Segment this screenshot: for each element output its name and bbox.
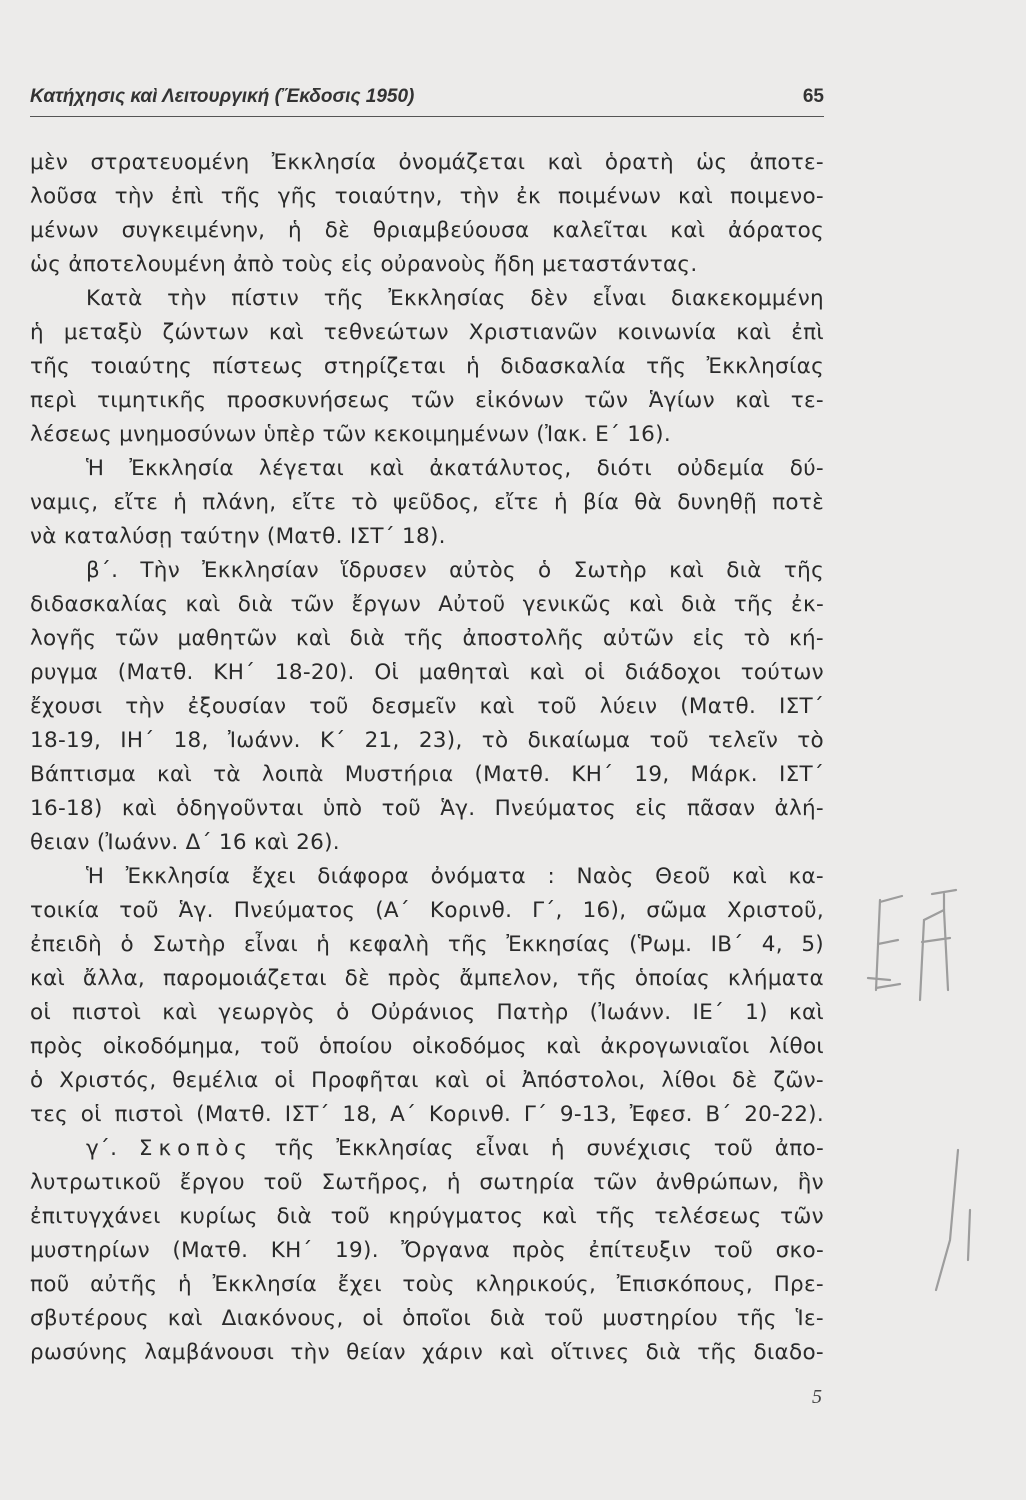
header-rule: [30, 116, 824, 117]
text-line: [30, 1132, 824, 1166]
text-line: τῆς τοιαύτης πίστεως στηρίζεται ἡ διδασκαλία τῆς Ἐκκλησίας: [30, 354, 824, 379]
text-line: ποῦ αὐτῆς ἡ Ἐκκλησία ἔχει τοὺς κληρικούς, Ἐπισκόπους, Πρε-: [30, 1272, 824, 1297]
running-header: [30, 86, 824, 108]
text-line: μὲν στρατευομένη Ἐκκλησία ὀνομάζεται καὶ ὁρατὴ ὡς ἀποτε-: [30, 150, 824, 175]
text-line: οἱ πιστοὶ καὶ γεωργὸς ὁ Οὐράνιος Πατὴρ (Ἰωάνν. ΙΕ΄ 1) καὶ: [30, 1000, 824, 1025]
text-line: Ἡ Ἐκκλησία ἔχει διάφορα ὀνόματα : Ναὸς Θεοῦ καὶ κα-: [86, 864, 824, 889]
text-line: μυστηρίων (Ματθ. ΚΗ΄ 19). Ὄργανα πρὸς ἐπίτευξιν τοῦ σκο-: [30, 1238, 824, 1263]
spaced-keyword: Σκοπὸς: [138, 1136, 253, 1161]
page-number: 65: [802, 86, 824, 107]
section-number: γ΄.: [86, 1136, 139, 1161]
text-line: Κατὰ τὴν πίστιν τῆς Ἐκκλησίας δὲν εἶναι διακεκομμένη: [86, 286, 824, 311]
line-remainder: τῆς Ἐκκλησίας εἶναι ἡ συνέχισις τοῦ ἀπο-: [253, 1136, 824, 1161]
text-line: λυτρωτικοῦ ἔργου τοῦ Σωτῆρος, ἡ σωτηρία τῶν ἀνθρώπων, ἣν: [30, 1170, 824, 1195]
handwritten-pencil-mark-icon: [840, 880, 1020, 1300]
text-line: β΄. Τὴν Ἐκκλησίαν ἵδρυσεν αὐτὸς ὁ Σωτὴρ καὶ διὰ τῆς: [86, 558, 824, 583]
text-line: λογῆς τῶν μαθητῶν καὶ διὰ τῆς ἀποστολῆς αὐτῶν εἰς τὸ κή-: [30, 626, 824, 651]
text-line: καὶ ἄλλα, παρομοιάζεται δὲ πρὸς ἄμπελον, τῆς ὁποίας κλήματα: [30, 966, 824, 991]
text-line: διδασκαλίας καὶ διὰ τῶν ἔργων Αὐτοῦ γενικῶς καὶ διὰ τῆς ἐκ-: [30, 592, 824, 617]
text-line: ἐπιτυγχάνει κυρίως διὰ τοῦ κηρύγματος καὶ τῆς τελέσεως τῶν: [30, 1204, 824, 1229]
text-line: ἔχουσι τὴν ἐξουσίαν τοῦ δεσμεῖν καὶ τοῦ λύειν (Ματθ. ΙΣΤ΄: [30, 694, 824, 719]
signature-mark: 5: [812, 1386, 822, 1408]
text-line: Ἡ Ἐκκλησία λέγεται καὶ ἀκατάλυτος, διότι οὐδεμία δύ-: [86, 456, 824, 481]
text-line: ἡ μεταξὺ ζώντων καὶ τεθνεώτων Χριστιανῶν κοινωνία καὶ ἐπὶ: [30, 320, 824, 345]
text-line: 16-18) καὶ ὁδηγοῦνται ὑπὸ τοῦ Ἁγ. Πνεύματος εἰς πᾶσαν ἀλή-: [30, 796, 824, 821]
text-line: ναμις, εἴτε ἡ πλάνη, εἴτε τὸ ψεῦδος, εἴτε ἡ βία θὰ δυνηθῇ ποτὲ: [30, 490, 824, 515]
body-text: [30, 146, 824, 1370]
text-line: νὰ καταλύσῃ ταύτην (Ματθ. ΙΣΤ΄ 18).: [30, 524, 446, 549]
text-line: τοικία τοῦ Ἁγ. Πνεύματος (Α΄ Κορινθ. Γ΄, 16), σῶμα Χριστοῦ,: [30, 898, 824, 923]
text-line: περὶ τιμητικῆς προσκυνήσεως τῶν εἰκόνων τῶν Ἁγίων καὶ τε-: [30, 388, 824, 413]
text-line: λέσεως μνημοσύνων ὑπὲρ τῶν κεκοιμημένων (Ἰακ. Ε΄ 16).: [30, 422, 671, 447]
text-line: λοῦσα τὴν ἐπὶ τῆς γῆς τοιαύτην, τὴν ἐκ ποιμένων καὶ ποιμενο-: [30, 184, 824, 209]
text-line: ρωσύνης λαμβάνουσι τὴν θείαν χάριν καὶ οἵτινες διὰ τῆς διαδο-: [30, 1340, 824, 1365]
text-line: τες οἱ πιστοὶ (Ματθ. ΙΣΤ΄ 18, Α΄ Κορινθ. Γ΄ 9-13, Ἐφεσ. Β΄ 20-22).: [30, 1102, 824, 1127]
text-line: πρὸς οἰκοδόμημα, τοῦ ὁποίου οἰκοδόμος καὶ ἀκρογωνιαῖοι λίθοι: [30, 1034, 824, 1059]
text-line: ὡς ἀποτελουμένη ἀπὸ τοὺς εἰς οὐρανοὺς ἤδη μεταστάντας.: [30, 252, 698, 277]
text-line: μένων συγκειμένην, ἡ δὲ θριαμβεύουσα καλεῖται καὶ ἀόρατος: [30, 218, 824, 243]
text-line: ρυγμα (Ματθ. ΚΗ΄ 18-20). Οἱ μαθηταὶ καὶ οἱ διάδοχοι τούτων: [30, 660, 824, 685]
text-line: θειαν (Ἰωάνν. Δ΄ 16 καὶ 26).: [30, 830, 340, 855]
running-title: Κατήχησις καὶ Λειτουργική (Ἔκδοσις 1950): [30, 86, 415, 107]
text-line: σβυτέρους καὶ Διακόνους, οἱ ὁποῖοι διὰ τοῦ μυστηρίου τῆς Ἱε-: [30, 1306, 824, 1331]
text-line: ὁ Χριστός, θεμέλια οἱ Προφῆται καὶ οἱ Ἀπόστολοι, λίθοι δὲ ζῶν-: [30, 1068, 824, 1093]
text-line: ἐπειδὴ ὁ Σωτὴρ εἶναι ἡ κεφαλὴ τῆς Ἐκκησίας (Ῥωμ. ΙΒ΄ 4, 5): [30, 932, 824, 957]
text-line: 18-19, ΙΗ΄ 18, Ἰωάνν. Κ΄ 21, 23), τὸ δικαίωμα τοῦ τελεῖν τὸ: [30, 728, 824, 753]
text-line: Βάπτισμα καὶ τὰ λοιπὰ Μυστήρια (Ματθ. ΚΗ΄ 19, Μάρκ. ΙΣΤ΄: [30, 762, 824, 787]
